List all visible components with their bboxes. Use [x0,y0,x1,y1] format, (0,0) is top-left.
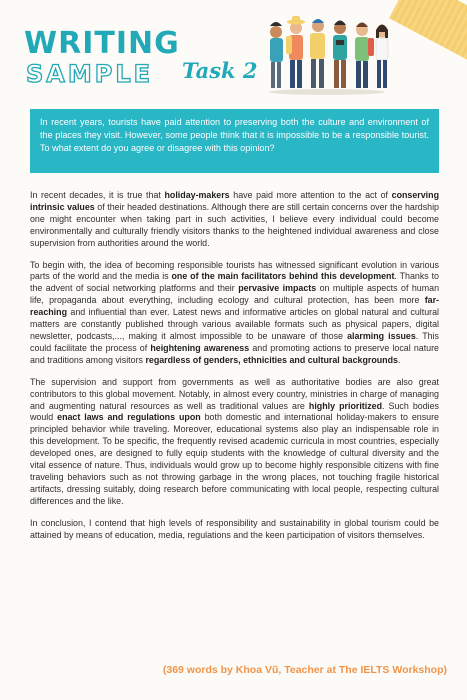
essay-paragraph [30,260,439,367]
title-sample: SAMPLE [26,60,154,88]
text-run: of their headed destinations. Although there are still certain concerns over the hardship one might encounter when taking part in such activities, I believe every individual could become environmentally and culturally friendly visitors thanks to the heightened individual awareness and close supervision from authorities around the world. [30,201,439,248]
corner-tape-decoration [389,0,467,60]
bold-phrase: pervasive impacts [238,283,317,294]
bold-phrase: alarming issues [347,330,416,341]
text-run: In conclusion, I contend that high levels of responsibility and sustainability in global tourism could be attained by means of education, media, regulations and the keen participation of visitors themselves. [30,517,439,540]
text-run: on multiple aspects of human life, propaganda about everything, including ecology and cultural protection, has been more [30,283,440,306]
text-run: . This could facilitate the process of [30,330,439,353]
bold-phrase: heightening awareness [150,342,250,353]
title-writing: WRITING [24,26,180,61]
essay-paragraph [30,377,439,508]
text-run: both domestic and international holiday-makers to ensure principled behavior while traveling. Moreover, educational systems also play an indispensable role in this development. To be specific, the frequently revised academic curricula in most countries, especially developed ones, are designed to fully equip students with the knowledge of cultural diversity and the vital essence of nature. Thus, individuals would grow up to become highly responsible citizens with fine traveling behaviors such as not throwing garbage in the wrong places, not touching fragile historical artifacts, dressing suitably, doing research before communicating with local people, respecting cultural differences and the like. [30,412,439,506]
bold-phrase: regardless of genders, ethnicities and cultural backgrounds [145,354,398,365]
text-run: To begin with, the idea of becoming responsible tourists has witnessed significant evolution in various parts of the world and the media is [30,259,439,282]
text-run: and influential than ever. Latest news and informative articles on global natural and cultural matters are constantly published through various available formats such as physical papers, digital newsletter, podcasts,..., making it almost impossible to be unaware of those [30,307,439,341]
bold-phrase: holiday-makers [164,190,230,200]
task-prompt-box: In recent years, tourists have paid attention to preserving both the culture and environment of the places they visit. However, some people think that it is impossible to be a responsible tourist. To what extent do you agree or disagree with this opinion? [30,109,439,173]
text-run: . Such bodies would [30,400,439,423]
bold-phrase: conserving intrinsic values [30,190,439,212]
text-run: . Thanks to the advent of social networking platforms and their [30,271,439,294]
text-run: have paid more attention to the act of [229,190,392,200]
text-run: The supervision and support from governments as well as authoritative bodies are also great contributors to this global movement. Notably, in almost every country, ministries in charge of managing and augmenting natural resources as well as traditional values are [30,376,439,411]
author-credit: (369 words by Khoa Vũ, Teacher at The IELTS Workshop) [162,664,447,676]
task-label: Task 2 [182,58,258,83]
text-run: . [397,354,401,365]
essay-body [30,190,439,551]
text-run: In recent decades, it is true that [30,190,165,200]
bold-phrase: enact laws and regulations upon [57,412,201,423]
essay-paragraph [30,190,439,250]
bold-phrase: far-reaching [30,295,439,318]
travelers-illustration-icon [262,10,392,96]
essay-paragraph [30,518,439,542]
bold-phrase: one of the main facilitators behind this development [171,271,395,282]
bold-phrase: highly prioritized [308,400,383,411]
text-run: and promoting actions to preserve local nature and traditions among visitors [30,342,439,365]
